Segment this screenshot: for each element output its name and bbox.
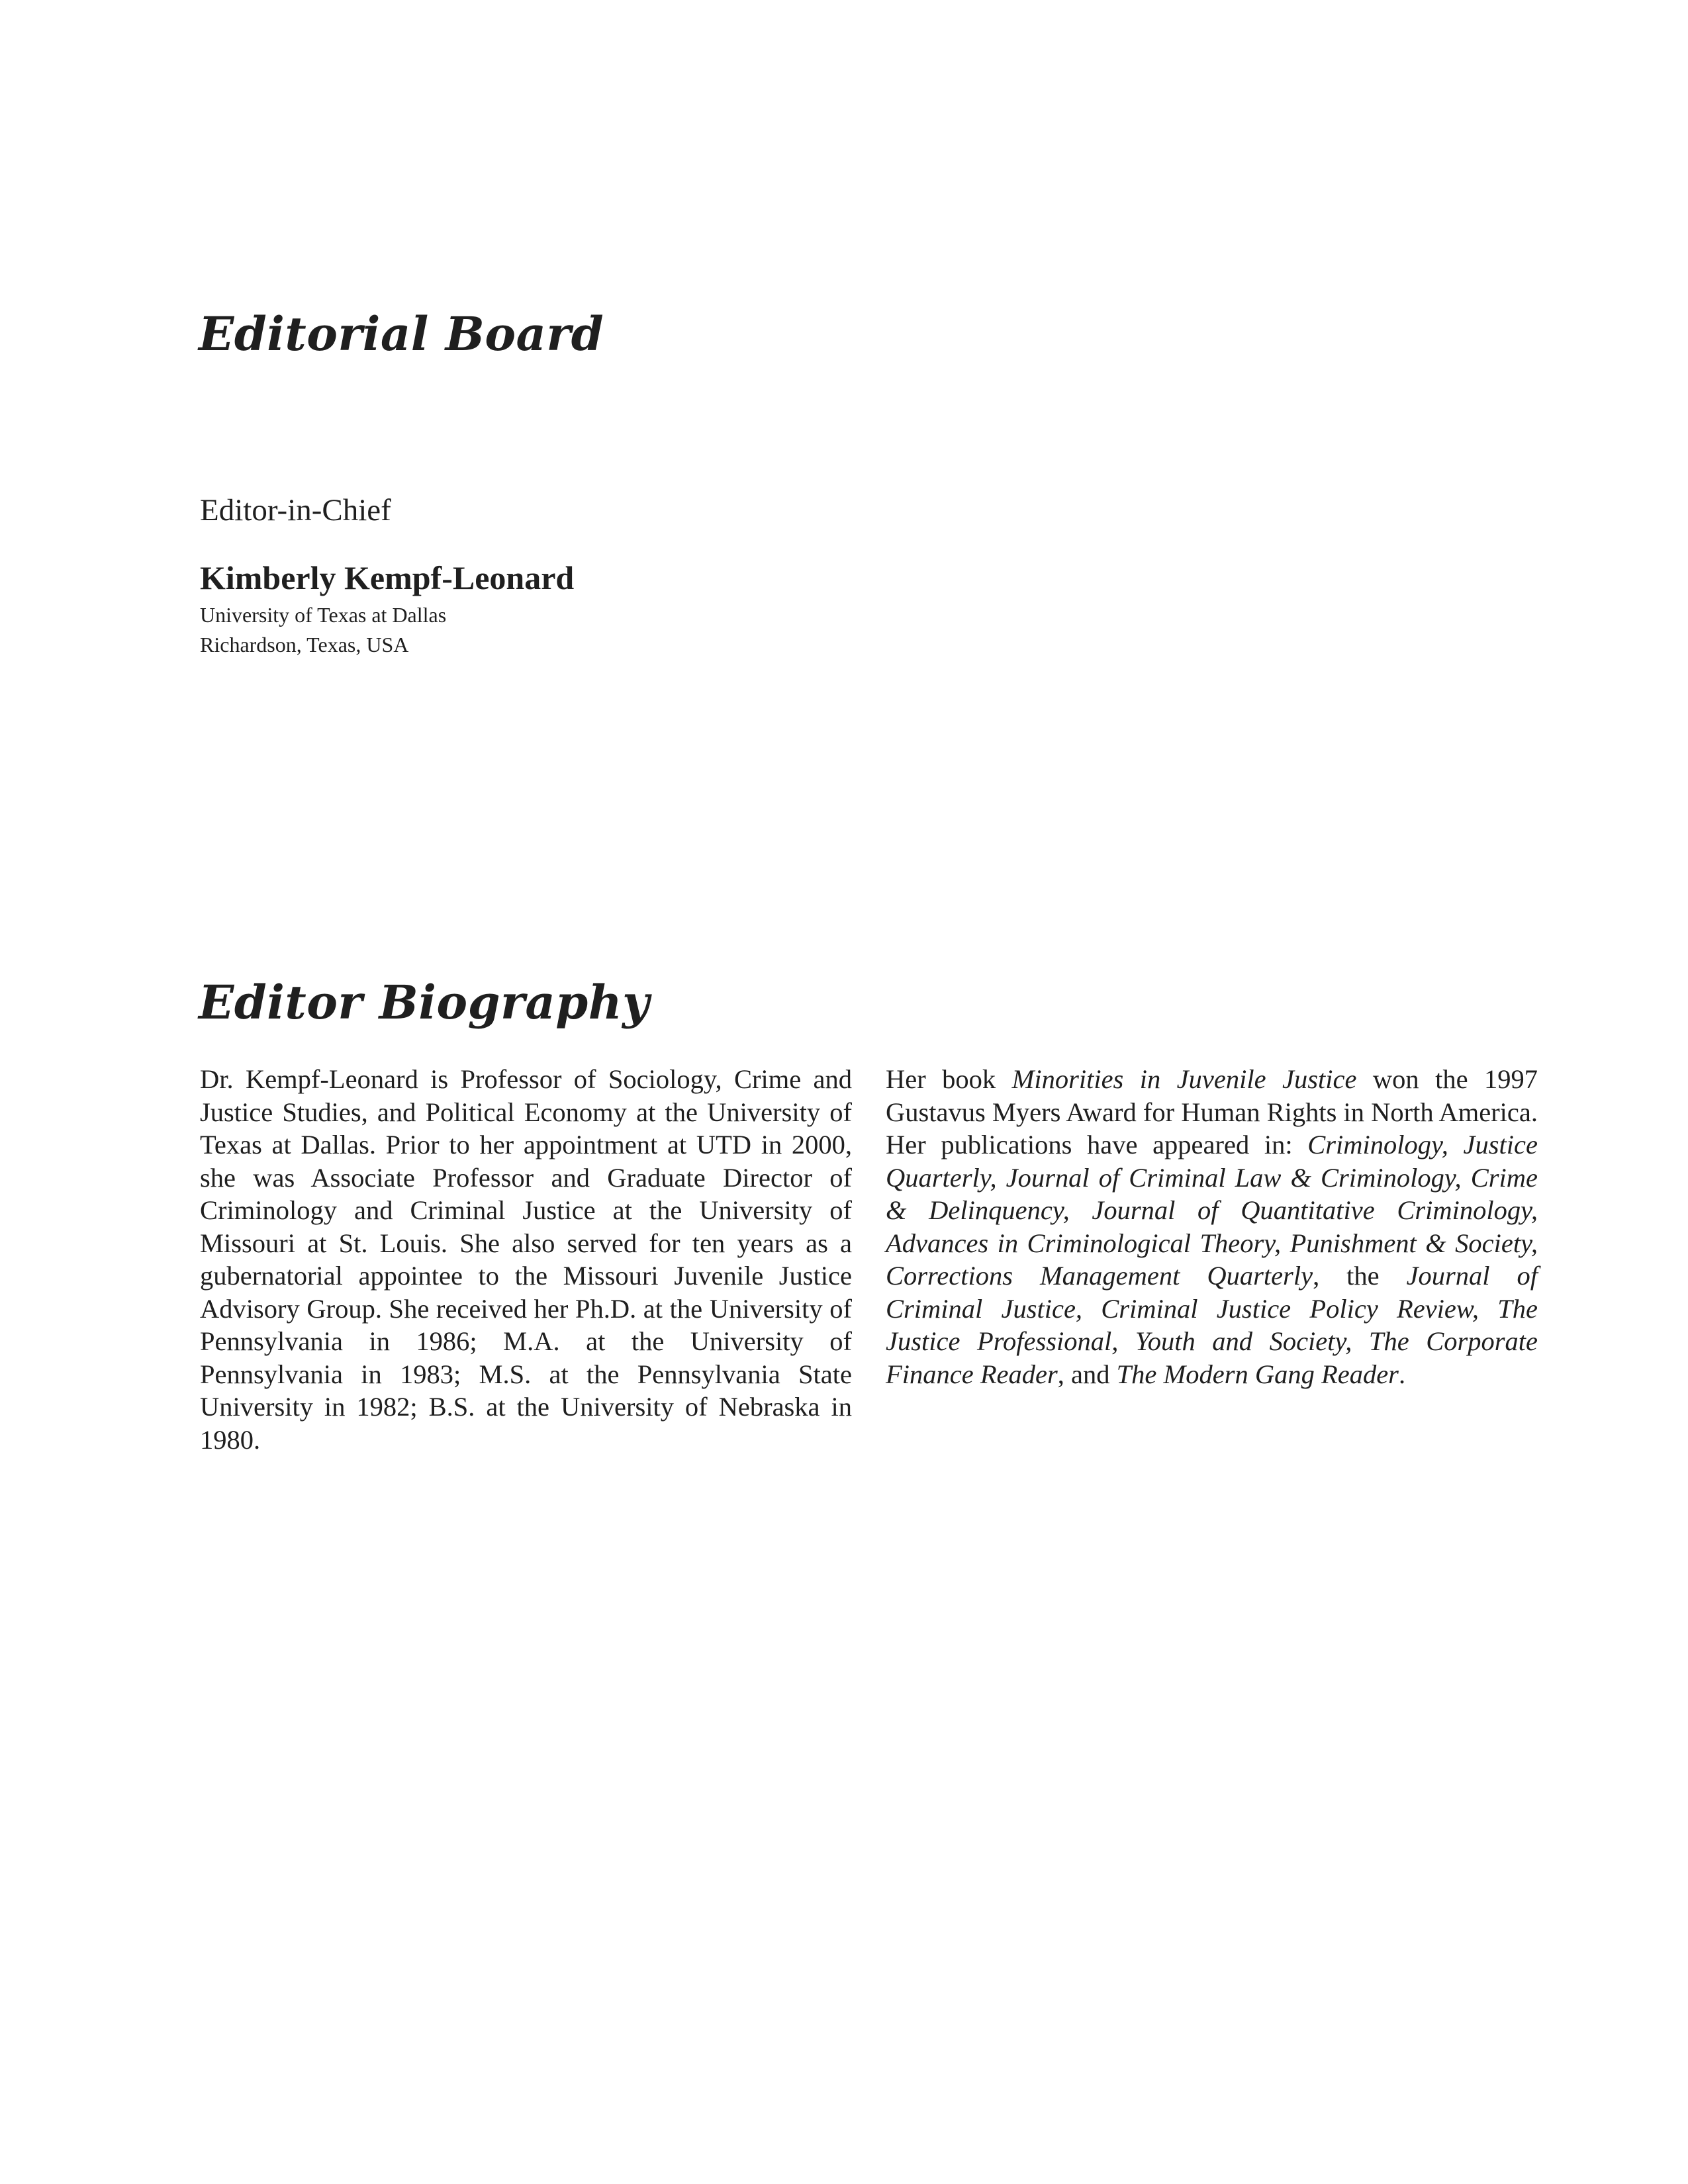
bio-text-segment: , and [1057,1359,1117,1389]
bio-text-segment: . [1398,1359,1406,1389]
editor-biography-heading: Editor Biography [199,975,650,1030]
book-title: Minorities in Juvenile Justice [1011,1064,1357,1094]
editor-affiliation-location: Richardson, Texas, USA [200,633,409,657]
bio-text-segment: , the [1313,1261,1407,1291]
journal-list: Criminology, Justice Quarterly, Journal of Criminal Law & Criminology, Crime & Delinquency, Journal of Quantitative Criminology, Advances in Criminological Theory, Punishment & Society, Corrections Management Quarterly [886,1130,1538,1291]
editorial-board-heading: Editorial Board [199,306,604,361]
editor-name: Kimberly Kempf-Leonard [200,559,575,596]
journal-title: The Modern Gang Reader [1116,1359,1399,1389]
biography-left-column: Dr. Kempf-Leonard is Professor of Sociology, Crime and Justice Studies, and Political Economy at the University of Texas at Dallas. Prior to her appointment at UTD in 2000, she was Associate Professor and Graduate Director of Criminology and Criminal Justice at the University of Missouri at St. Louis. She also served for ten years as a gubernatorial appointee to the Missouri Juvenile Justice Advisory Group. She received her Ph.D. at the University of Pennsylvania in 1986; M.A. at the University of Pennsylvania in 1983; M.S. at the Pennsylvania State University in 1982; B.S. at the University of Nebraska in 1980. [200,1064,852,1455]
editor-role-label: Editor-in-Chief [200,493,391,527]
bio-text-segment: Her book [886,1064,1012,1094]
biography-right-column [886,1063,1538,1390]
editor-affiliation-university: University of Texas at Dallas [200,603,447,627]
bio-text-segment: won the 1997 Gustavus Myers Award for Human Rights in North America. Her publications have appeared in: [886,1064,1538,1160]
journal-list: Journal of Criminal Justice, Criminal Justice Policy Review, The Justice Professional, Youth and Society, The Corporate Finance Reader [886,1261,1538,1389]
